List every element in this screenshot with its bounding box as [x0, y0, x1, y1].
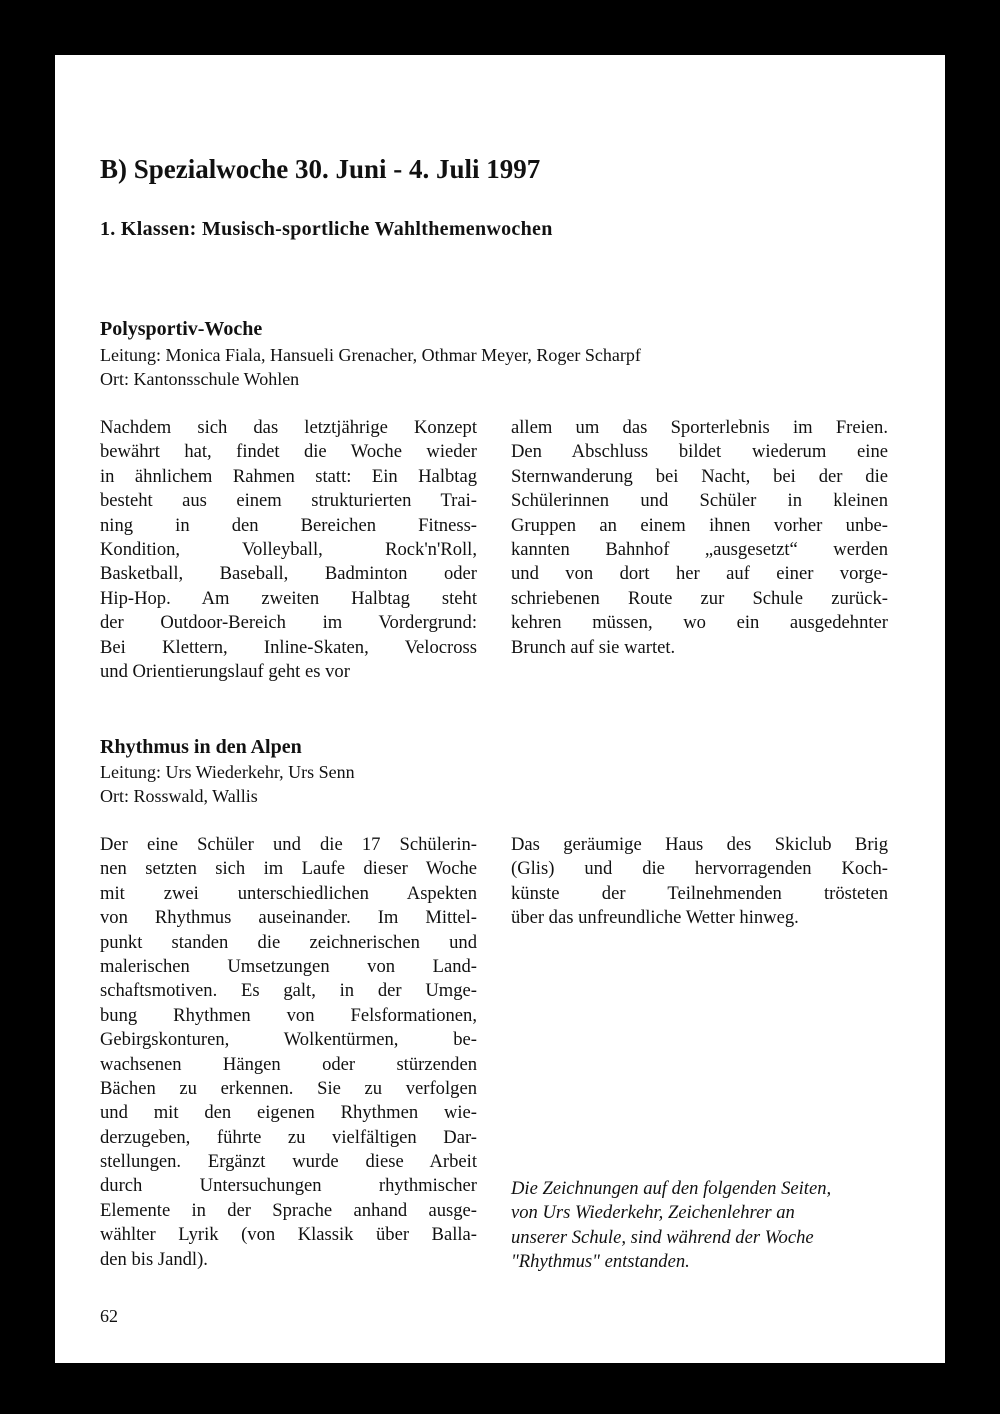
text-line: kehren müssen, wo ein ausgedehnter: [511, 612, 888, 634]
text-line: und mit den eigenen Rhythmen wie-: [100, 1102, 477, 1124]
text-line: Der eine Schüler und die 17 Schülerin-: [100, 834, 477, 855]
text-line: punkt standen die zeichnerischen und: [100, 931, 477, 953]
text-line: kannten Bahnhof „ausgesetzt“ werden: [511, 538, 888, 560]
text-line: wachsenen Hängen oder stürzenden: [100, 1053, 477, 1075]
text-line: bung Rhythmen von Felsformationen,: [100, 1004, 477, 1026]
text-line: Kondition, Volleyball, Rock'n'Roll,: [100, 538, 477, 560]
text-line: besteht aus einem strukturierten Trai-: [100, 490, 477, 512]
text-line: Nachdem sich das letztjährige Konzept: [100, 417, 477, 438]
text-line: Bei Klettern, Inline-Skaten, Velocross: [100, 636, 477, 658]
text-line: "Rhythmus" entstanden.: [511, 1251, 690, 1273]
polysportiv-left-column: [100, 416, 477, 684]
text-line: ning in den Bereichen Fitness-: [100, 514, 477, 536]
text-line: Das geräumige Haus des Skiclub Brig: [511, 834, 888, 855]
text-line: bewährt hat, findet die Woche wieder: [100, 441, 477, 463]
text-line: Bächen zu erkennen. Sie zu verfolgen: [100, 1077, 477, 1099]
section-leitung: Leitung: Monica Fiala, Hansueli Grenacher, Othmar Meyer, Roger Scharpf: [100, 345, 641, 365]
text-line: Den Abschluss bildet wiederum eine: [511, 441, 888, 463]
text-line: stellungen. Ergänzt wurde diese Arbeit: [100, 1151, 477, 1173]
rhythmus-right-column: [511, 833, 888, 931]
text-line: allem um das Sporterlebnis im Freien.: [511, 417, 888, 438]
text-line: den bis Jandl).: [100, 1248, 208, 1270]
text-line: mit zwei unterschiedlichen Aspekten: [100, 882, 477, 904]
text-line: Sternwanderung bei Nacht, bei der die: [511, 465, 888, 487]
text-line: in ähnlichem Rahmen statt: Ein Halbtag: [100, 465, 477, 487]
text-line: über das unfreundliche Wetter hinweg.: [511, 907, 799, 929]
text-line: Schülerinnen und Schüler in kleinen: [511, 490, 888, 512]
polysportiv-right-column: [511, 416, 888, 660]
section-ort: Ort: Rosswald, Wallis: [100, 786, 258, 806]
text-line: und Orientierungslauf geht es vor: [100, 660, 350, 682]
text-line: durch Untersuchungen rhythmischer: [100, 1175, 477, 1197]
text-line: von Rhythmus auseinander. Im Mittel-: [100, 907, 477, 929]
section-ort: Ort: Kantonsschule Wohlen: [100, 369, 300, 389]
text-line: Die Zeichnungen auf den folgenden Seiten,: [511, 1178, 832, 1199]
text-line: (Glis) und die hervorragenden Koch-: [511, 858, 888, 880]
page-number: 62: [100, 1306, 118, 1326]
text-line: wählter Lyrik (von Klassik über Balla-: [100, 1224, 477, 1246]
text-line: unserer Schule, sind während der Woche: [511, 1226, 814, 1248]
text-line: derzugeben, führte zu vielfältigen Dar-: [100, 1126, 477, 1148]
text-line: schaftsmotiven. Es galt, in der Umge-: [100, 980, 477, 1002]
text-line: und von dort her auf einer vorge-: [511, 563, 888, 585]
drawings-caption: [511, 1177, 888, 1275]
text-line: der Outdoor-Bereich im Vordergrund:: [100, 612, 477, 634]
text-line: Hip-Hop. Am zweiten Halbtag steht: [100, 587, 477, 609]
text-line: Gruppen an einem ihnen vorher unbe-: [511, 514, 888, 536]
text-line: von Urs Wiederkehr, Zeichenlehrer an: [511, 1202, 795, 1224]
section-heading-polysportiv: Polysportiv-Woche: [100, 318, 263, 340]
rhythmus-left-column: [100, 833, 477, 1272]
text-line: Elemente in der Sprache anhand ausge-: [100, 1199, 477, 1221]
section-heading-rhythmus: Rhythmus in den Alpen: [100, 736, 302, 758]
section-leitung: Leitung: Urs Wiederkehr, Urs Senn: [100, 762, 355, 782]
page-subtitle: 1. Klassen: Musisch-sportliche Wahlthemenwochen: [100, 218, 553, 240]
text-line: Brunch auf sie wartet.: [511, 636, 676, 658]
text-line: schriebenen Route zur Schule zurück-: [511, 587, 888, 609]
text-line: nen setzten sich im Laufe dieser Woche: [100, 858, 477, 880]
text-line: künste der Teilnehmenden trösteten: [511, 882, 888, 904]
page-title: B) Spezialwoche 30. Juni - 4. Juli 1997: [100, 154, 541, 184]
text-line: Gebirgskonturen, Wolkentürmen, be-: [100, 1029, 477, 1051]
text-line: malerischen Umsetzungen von Land-: [100, 955, 477, 977]
text-line: Basketball, Baseball, Badminton oder: [100, 563, 477, 585]
